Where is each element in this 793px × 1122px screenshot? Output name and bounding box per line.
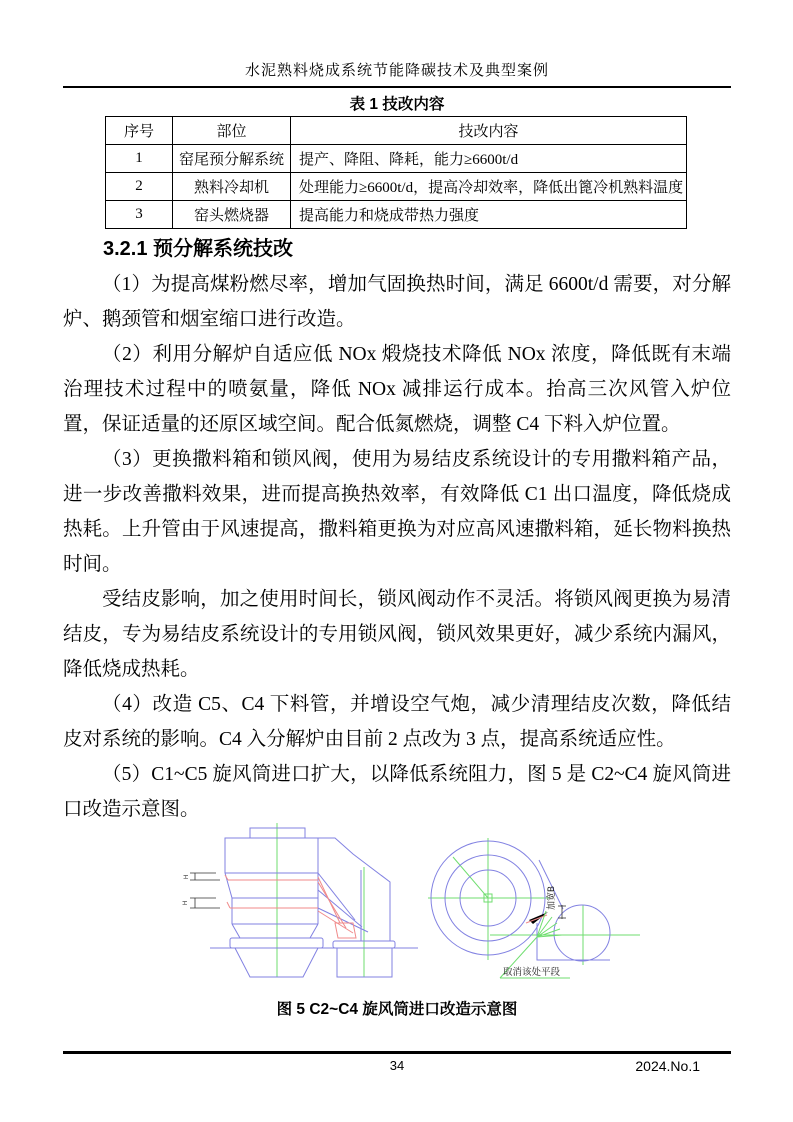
issue-label: 2024.No.1 — [635, 1058, 700, 1074]
cyclone-side-view — [183, 823, 418, 977]
table-cell: 熟料冷却机 — [173, 173, 291, 201]
remove-flat-label: 取消该处平段 — [503, 967, 561, 978]
figure-caption: 图 5 C2~C4 旋风筒进口改造示意图 — [276, 1001, 518, 1018]
footer-divider — [63, 1051, 731, 1054]
paragraph: （1）为提高煤粉燃尽率，增加气固换热时间，满足 6600t/d 需要，对分解炉、鹅颈管和烟室缩口进行改造。 — [63, 274, 731, 330]
table-row — [106, 145, 687, 173]
paragraph: 受结皮影响，加之使用时间长，锁风阀动作不灵活。将锁风阀更换为易清结皮，专为易结皮系统设计的专用锁风阀，锁风效果更好，减少系统内漏风，降低烧成热耗。 — [63, 589, 731, 680]
table-cell: 1 — [106, 145, 173, 173]
paragraph: （5）C1~C5 旋风筒进口扩大，以降低系统阻力，图 5 是 C2~C4 旋风筒进口改造示意图。 — [63, 764, 731, 820]
table-caption: 表 1 技改内容 — [349, 96, 445, 113]
column-header: 序号 — [106, 117, 173, 145]
section-heading: 3.2.1 预分解系统技改 — [103, 238, 294, 260]
page-number: 34 — [389, 1058, 405, 1073]
paragraph: （3）更换撒料箱和锁风阀，使用为易结皮系统设计的专用撒料箱产品，进一步改善撒料效果，进而提高换热效率，有效降低 C1 出口温度，降低烧成热耗。上升管由于风速提高，撒料箱更换为对应高风速撒料箱，延长物料换热时间。 — [63, 449, 731, 575]
body-text — [63, 232, 731, 827]
dimension-label-h: H — [184, 874, 190, 880]
figure-diagram — [150, 820, 650, 998]
cyclone-modification-drawing — [150, 820, 650, 998]
column-header: 部位 — [173, 117, 291, 145]
dimension-bracket — [183, 898, 220, 908]
table-row — [106, 201, 687, 229]
dimension-label-h: H — [183, 900, 189, 906]
modification-table — [105, 116, 687, 229]
table-cell: 2 — [106, 173, 173, 201]
table-cell: 提产、降阻、降耗，能力≥6600t/d — [291, 145, 687, 173]
table-row — [106, 173, 687, 201]
cyclone-top-view — [428, 838, 640, 978]
column-header: 技改内容 — [291, 117, 687, 145]
header-divider — [63, 86, 731, 88]
table-cell: 3 — [106, 201, 173, 229]
table-cell: 窑头燃烧器 — [173, 201, 291, 229]
paragraph: （2）利用分解炉自适应低 NOx 煅烧技术降低 NOx 浓度，降低既有末端治理技术过程中的喷氨量，降低 NOx 减排运行成本。抬高三次风管入炉位置，保证适量的还原区域空间。配合低氮燃烧，调整 C4 下料入炉位置。 — [63, 344, 731, 435]
table-cell: 处理能力≥6600t/d，提高冷却效率，降低出篦冷机熟料温度 — [291, 173, 687, 201]
paragraph: （4）改造 C5、C4 下料管，并增设空气炮，减少清理结皮次数，降低结皮对系统的影响。C4 入分解炉由目前 2 点改为 3 点，提高系统适应性。 — [63, 694, 731, 750]
widen-label: 加宽B — [546, 885, 556, 911]
table-header-row — [106, 117, 687, 145]
table-cell: 窑尾预分解系统 — [173, 145, 291, 173]
page-header-title: 水泥熟料烧成系统节能降碳技术及典型案例 — [244, 63, 549, 79]
dimension-bracket — [184, 873, 220, 880]
table-cell: 提高能力和烧成带热力强度 — [291, 201, 687, 229]
